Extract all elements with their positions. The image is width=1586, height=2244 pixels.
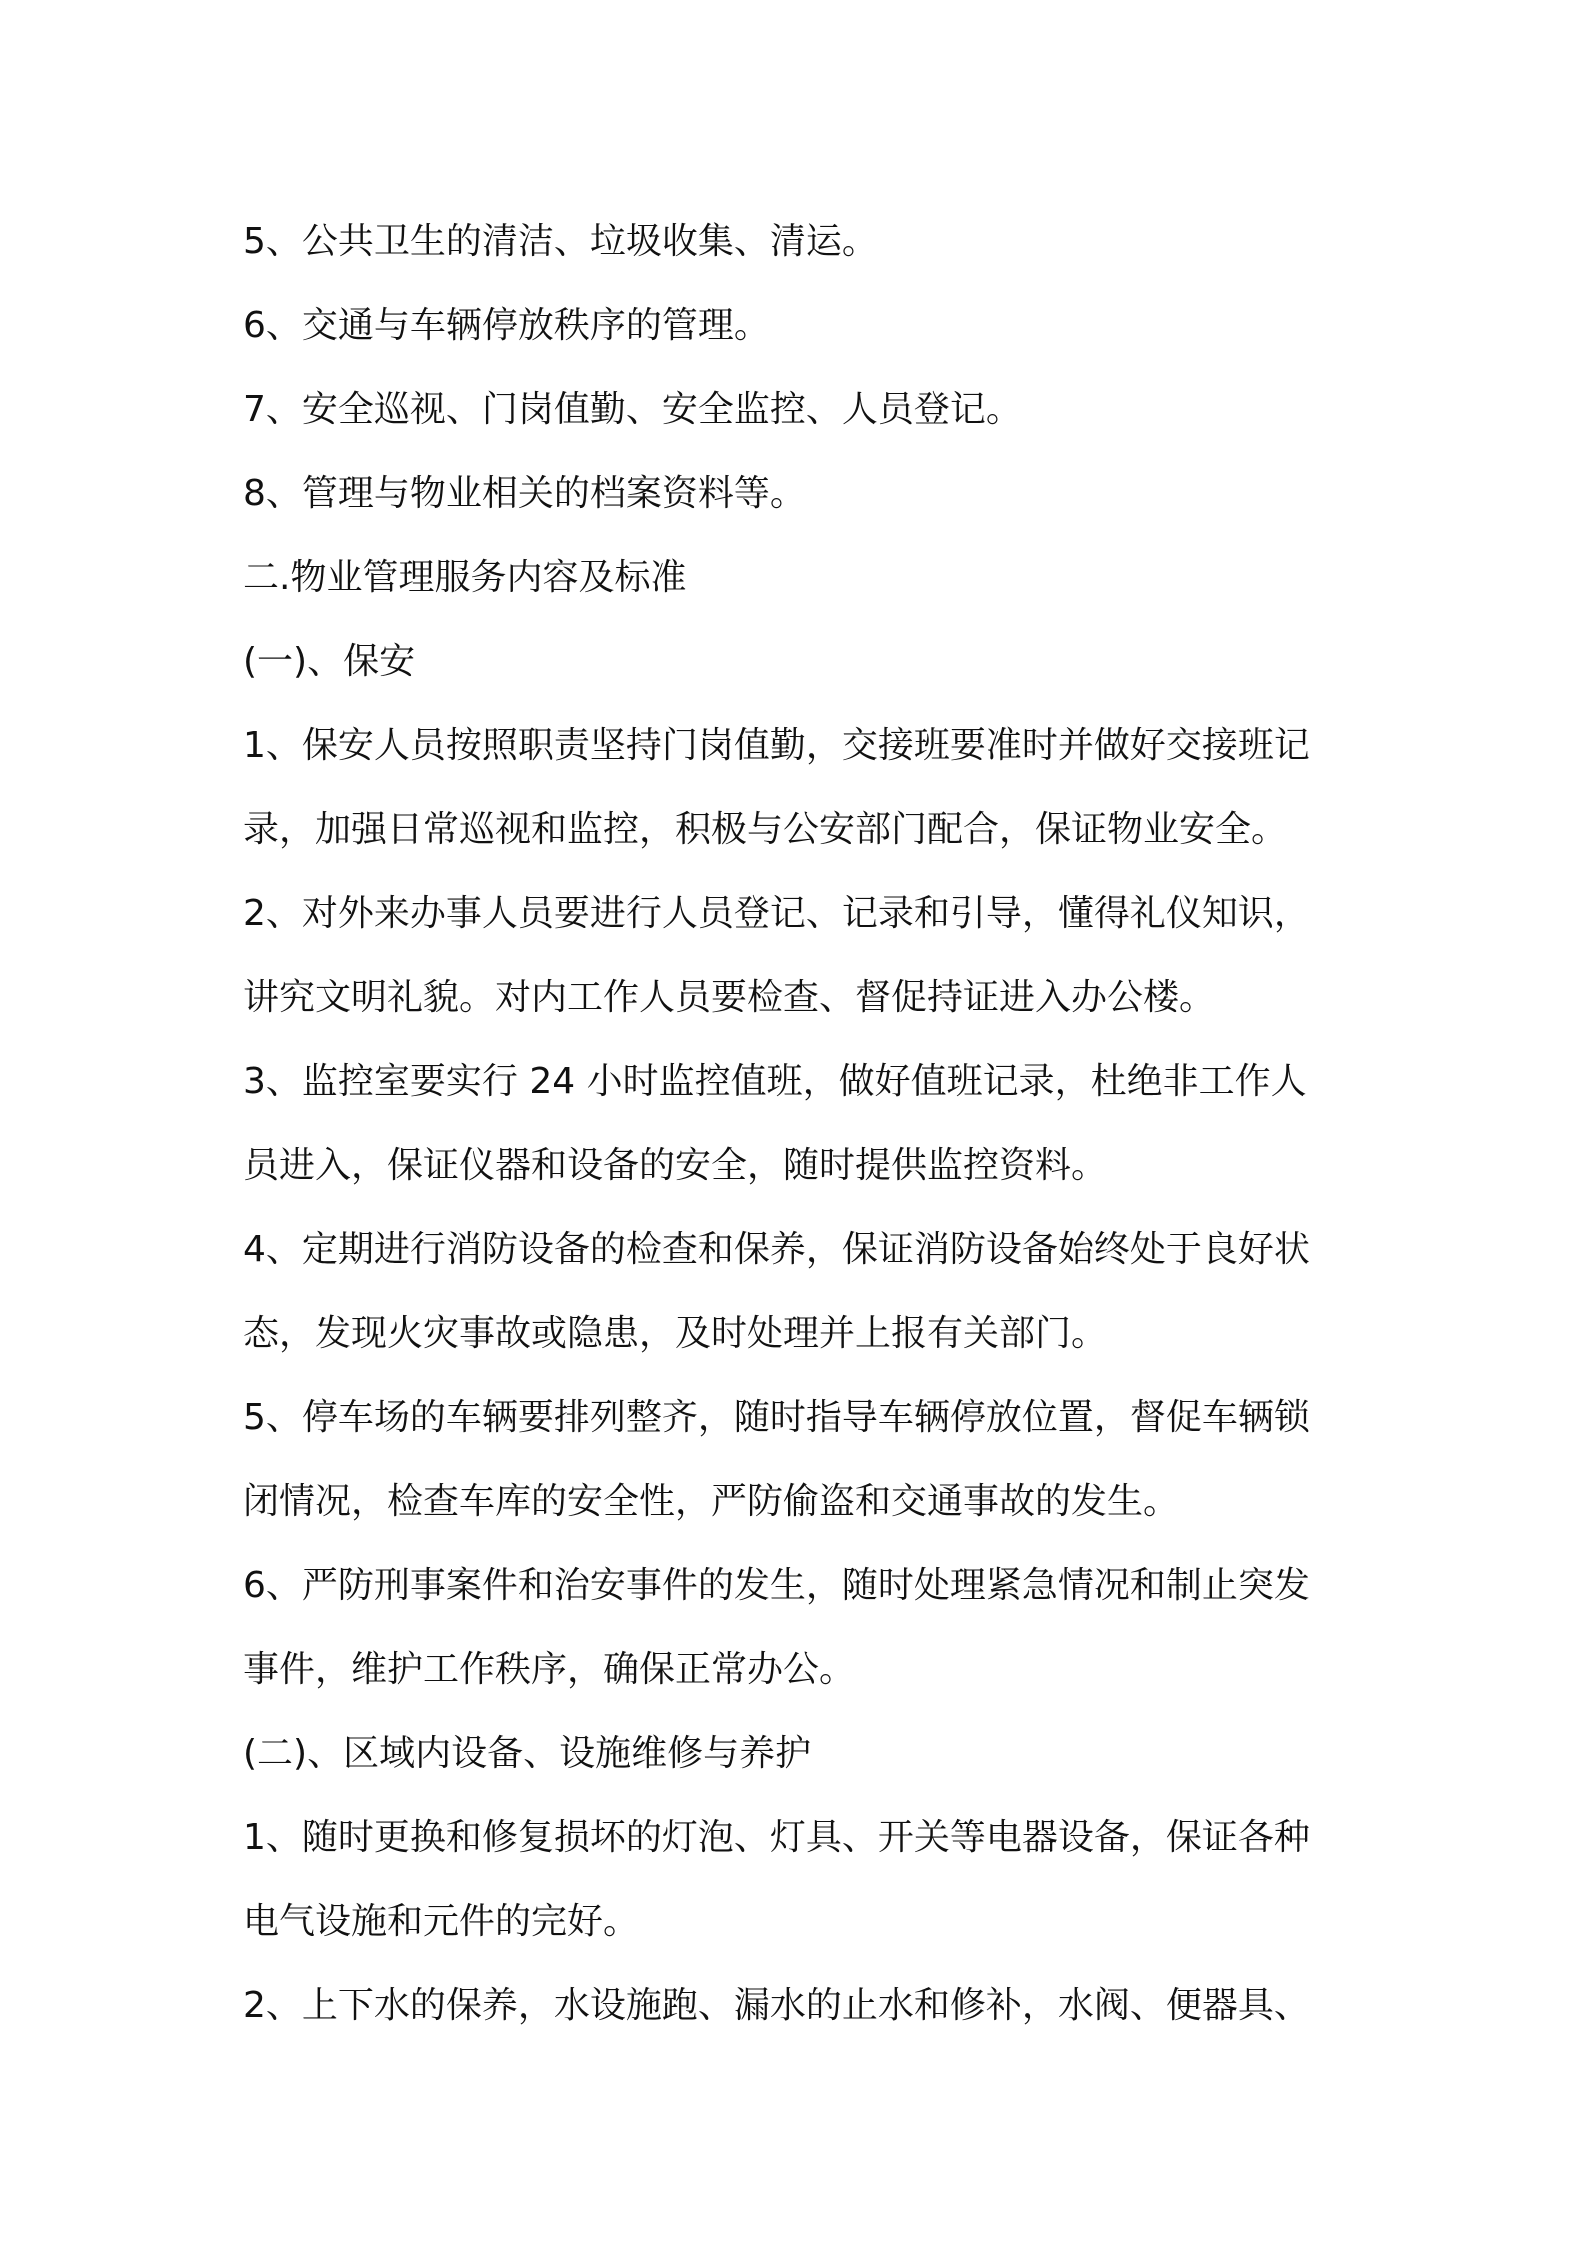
text-line: 5、公共卫生的清洁、垃圾收集、清运。	[243, 221, 878, 262]
text-line: 录，加强日常巡视和监控，积极与公安部门配合，保证物业安全。	[243, 809, 1288, 850]
text-line: 5、停车场的车辆要排列整齐，随时指导车辆停放位置，督促车辆锁	[243, 1397, 1310, 1438]
text-line: 1、随时更换和修复损坏的灯泡、灯具、开关等电器设备，保证各种	[243, 1817, 1310, 1858]
text-line: 电气设施和元件的完好。	[243, 1901, 640, 1942]
text-line: 4、定期进行消防设备的检查和保养，保证消防设备始终处于良好状	[243, 1229, 1310, 1270]
document-page	[243, 200, 1363, 2048]
text-line: 7、安全巡视、门岗值勤、安全监控、人员登记。	[243, 389, 1022, 430]
text-line: 2、对外来办事人员要进行人员登记、记录和引导，懂得礼仪知识，	[243, 893, 1310, 934]
text-line: 6、严防刑事案件和治安事件的发生，随时处理紧急情况和制止突发	[243, 1565, 1310, 1606]
text-line: 8、管理与物业相关的档案资料等。	[243, 473, 806, 514]
text-line: 2、上下水的保养，水设施跑、漏水的止水和修补，水阀、便器具、	[243, 1985, 1310, 2026]
subsection-heading: (一)、保安	[243, 641, 416, 682]
text-line: 事件，维护工作秩序，确保正常办公。	[243, 1649, 856, 1690]
text-line: 6、交通与车辆停放秩序的管理。	[243, 305, 770, 346]
text-line: 闭情况，检查车库的安全性，严防偷盗和交通事故的发生。	[243, 1481, 1180, 1522]
text-line: 员进入，保证仪器和设备的安全，随时提供监控资料。	[243, 1145, 1108, 1186]
section-heading: 二.物业管理服务内容及标准	[243, 557, 687, 598]
text-line: 态，发现火灾事故或隐患，及时处理并上报有关部门。	[243, 1313, 1108, 1354]
text-line: 讲究文明礼貌。对内工作人员要检查、督促持证进入办公楼。	[243, 977, 1216, 1018]
text-line: 1、保安人员按照职责坚持门岗值勤，交接班要准时并做好交接班记	[243, 725, 1310, 766]
subsection-heading: (二)、区域内设备、设施维修与养护	[243, 1733, 812, 1774]
text-line: 3、监控室要实行 24 小时监控值班，做好值班记录，杜绝非工作人	[243, 1061, 1307, 1102]
